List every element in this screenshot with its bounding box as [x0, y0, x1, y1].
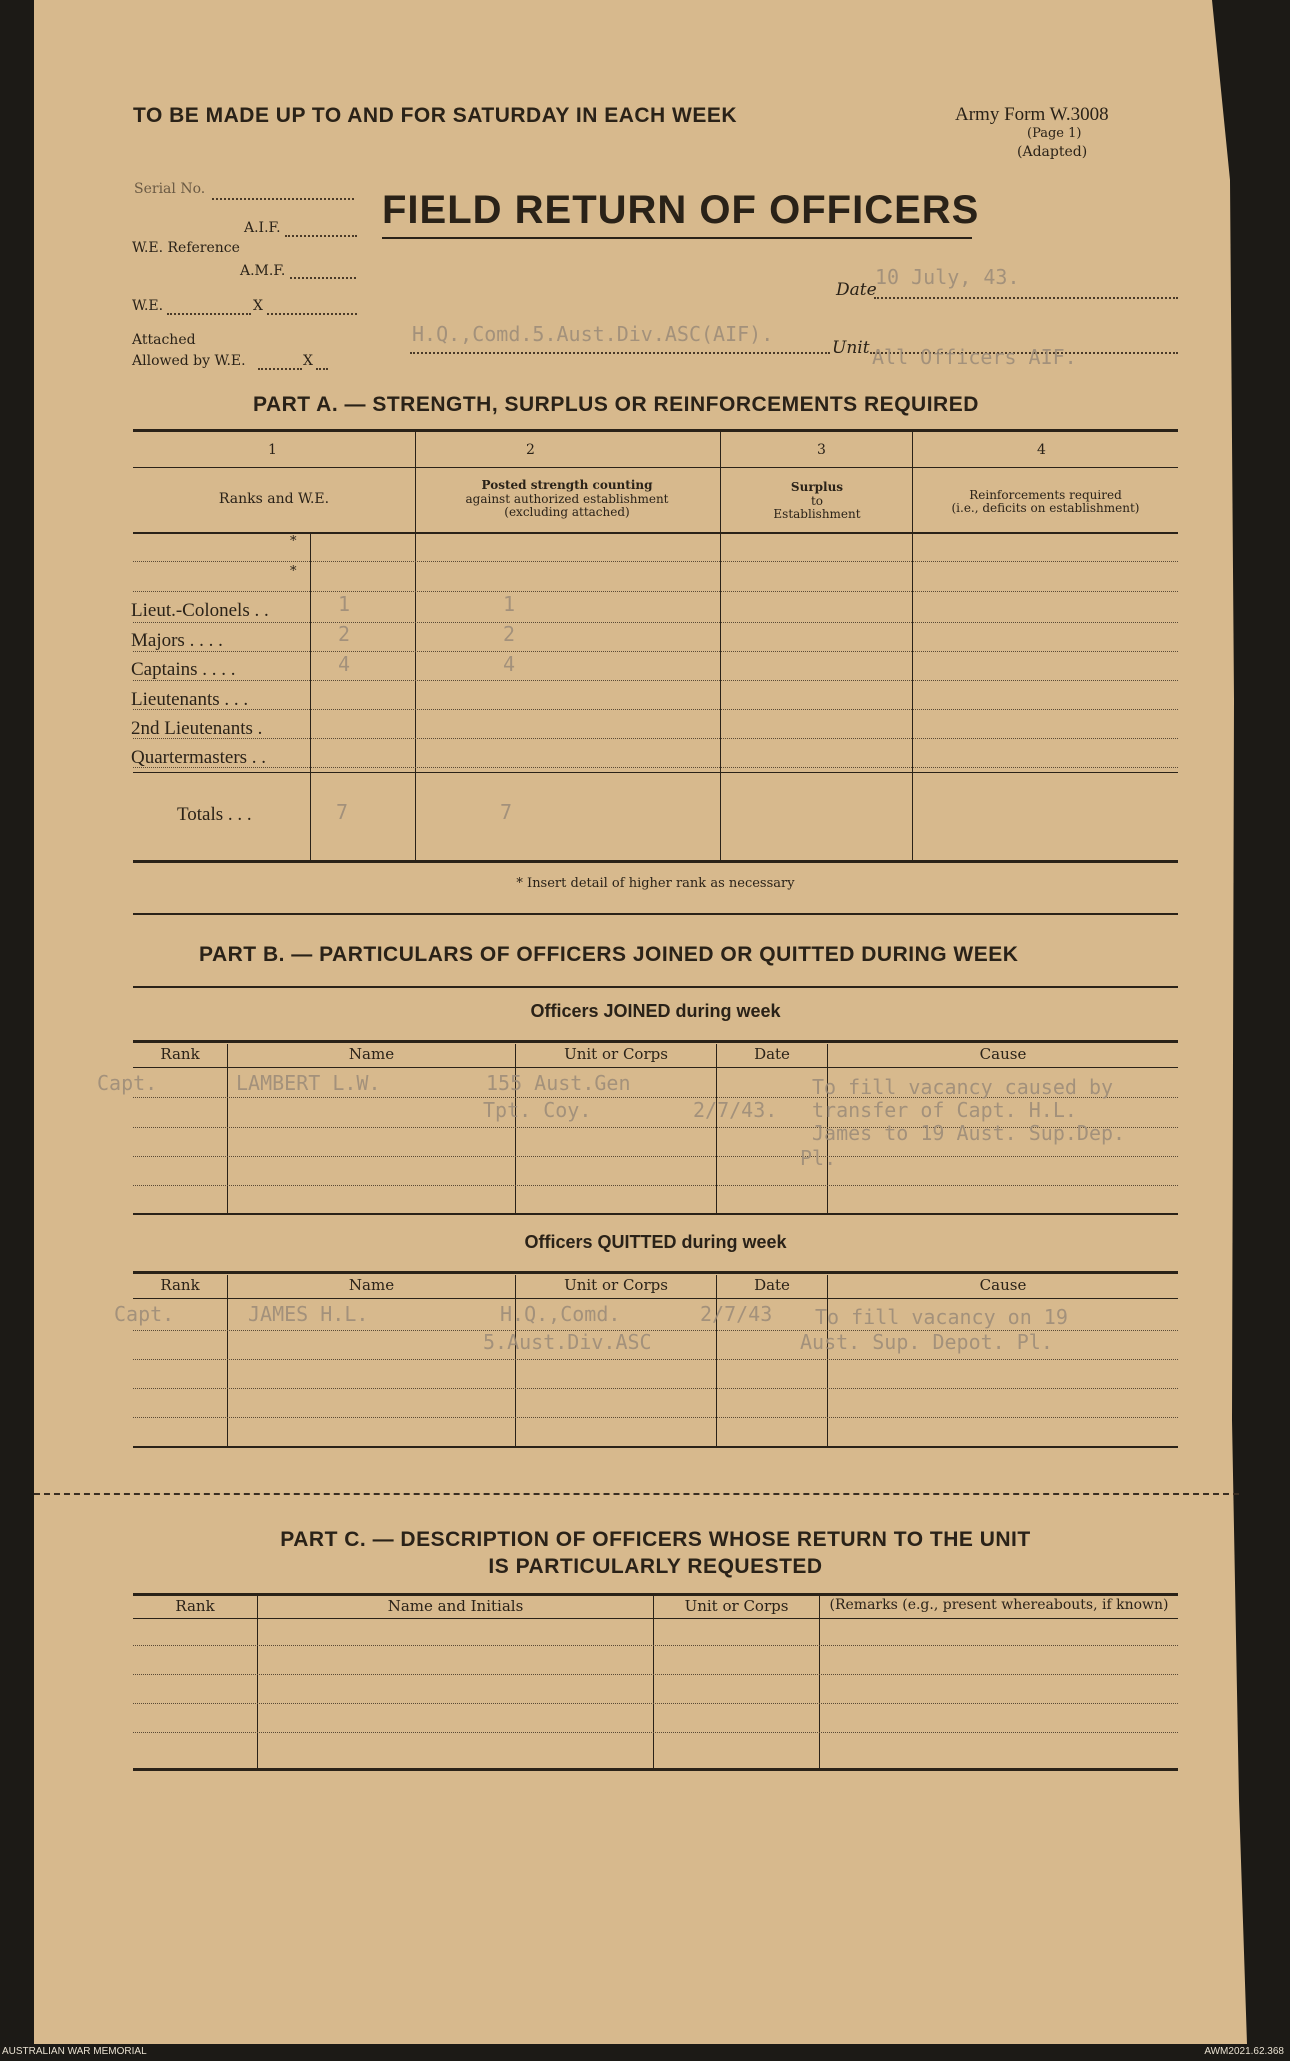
quitted-row-line: [133, 1388, 1178, 1389]
quitted-title: Officers QUITTED during week: [524, 1232, 787, 1252]
part-c-top-rule: [133, 1593, 1178, 1596]
quitted-name-header: Name: [348, 1276, 395, 1294]
amf-field: [290, 277, 356, 279]
part-a-bottom-rule: [133, 860, 1178, 863]
posted-majors: 2: [503, 622, 516, 646]
part-c-rank-header: Rank: [175, 1597, 215, 1615]
aif-field: [285, 235, 357, 237]
posted-captains: 4: [503, 652, 516, 676]
title-underline: [382, 237, 972, 239]
quitted-vline: [227, 1275, 228, 1447]
totals-we: 7: [336, 800, 349, 824]
we-field: [167, 313, 251, 315]
rank-majors: Majors . . . .: [131, 630, 223, 651]
quitted-rank-header: Rank: [160, 1276, 200, 1294]
form-paper: [34, 0, 1247, 2044]
joined-top-rule: [133, 1040, 1178, 1043]
joined-row-line: [133, 1185, 1178, 1186]
part-b-title: PART B. — PARTICULARS OF OFFICERS JOINED OR QUITTED DURING WEEK: [199, 943, 1019, 966]
joined-cause-2: transfer of Capt. H.L.: [812, 1098, 1077, 1122]
col-number-rule: [133, 467, 1178, 468]
col4-header-1: Reinforcements required: [969, 488, 1122, 502]
part-a-row-line: [133, 709, 1178, 710]
part-a-footnote: * Insert detail of higher rank as necessary: [516, 876, 795, 891]
rank-2nd-lieutenants: 2nd Lieutenants .: [131, 718, 263, 739]
col-number-4: 4: [1037, 442, 1046, 458]
serial-label: Serial No.: [134, 181, 206, 197]
part-c-row-line: [133, 1732, 1178, 1733]
part-c-row-line: [133, 1645, 1178, 1646]
part-c-vline: [257, 1596, 258, 1770]
joined-vline: [515, 1044, 516, 1214]
rank-lieutenants: Lieutenants . . .: [131, 689, 249, 710]
part-a-title: PART A. — STRENGTH, SURPLUS OR REINFORCEMENTS REQUIRED: [253, 393, 979, 416]
joined-unit-header: Unit or Corps: [564, 1045, 668, 1063]
part-a-vline-2: [720, 430, 721, 862]
quitted-unit-1: H.Q.,Comd.: [500, 1302, 621, 1326]
part-a-row-line: [133, 622, 1178, 623]
joined-rank-header: Rank: [160, 1045, 200, 1063]
unit-field-1: [410, 352, 830, 354]
rank-quartermasters: Quartermasters . .: [131, 747, 267, 768]
joined-header-rule: [133, 1067, 1178, 1068]
part-c-title-1: PART C. — DESCRIPTION OF OFFICERS WHOSE RETURN TO THE UNIT: [280, 1528, 1031, 1551]
date-field: [874, 297, 1178, 299]
joined-date-header: Date: [754, 1045, 790, 1063]
we-captains: 4: [338, 652, 351, 676]
allowed-x-field: [316, 368, 328, 370]
allowed-label: Allowed by W.E.: [132, 353, 246, 369]
joined-cause-header: Cause: [979, 1045, 1027, 1063]
part-a-vline-we: [310, 532, 311, 862]
unit-value-1: H.Q.,Comd.5.Aust.Div.ASC(AIF).: [412, 322, 774, 346]
higher-rank-star-1: *: [290, 534, 297, 549]
date-value: 10 July, 43.: [875, 265, 1020, 289]
allowed-field: [258, 368, 302, 370]
joined-cause-3: James to 19 Aust. Sup.Dep.: [812, 1121, 1126, 1145]
col1-header: Ranks and W.E.: [218, 491, 330, 507]
serial-field: [212, 198, 354, 200]
part-c-vline: [819, 1596, 820, 1770]
col3-header-3: Establishment: [773, 507, 861, 521]
col2-header-2: against authorized establishment: [465, 492, 669, 506]
footer-id: AWM2021.62.368: [1204, 2046, 1284, 2057]
quitted-unit-2: 5.Aust.Div.ASC: [483, 1330, 652, 1354]
quitted-unit-header: Unit or Corps: [564, 1276, 668, 1294]
part-a-row-line: [133, 561, 1178, 562]
we-majors: 2: [338, 622, 351, 646]
we-reference-label: W.E. Reference: [132, 240, 240, 256]
part-b-title-rule: [133, 986, 1178, 988]
quitted-date: 2/7/43: [700, 1302, 773, 1326]
joined-date: 2/7/43.: [693, 1098, 778, 1122]
totals-label: Totals . . .: [177, 804, 252, 825]
quitted-vline: [515, 1275, 516, 1447]
header-instruction: TO BE MADE UP TO AND FOR SATURDAY IN EACH WEEK: [133, 104, 738, 127]
perforation-line: [34, 1493, 1239, 1495]
part-a-vline-1: [415, 430, 416, 862]
col-number-1: 1: [268, 442, 277, 458]
aif-label: A.I.F.: [244, 220, 281, 236]
unit-label: Unit: [832, 338, 870, 358]
we-lieut-colonels: 1: [338, 592, 351, 616]
higher-rank-star-2: *: [290, 564, 297, 579]
quitted-top-rule: [133, 1271, 1178, 1274]
rank-lieut-colonels: Lieut.-Colonels . .: [131, 600, 269, 621]
quitted-rank: Capt.: [114, 1302, 175, 1326]
joined-title: Officers JOINED during week: [530, 1001, 781, 1021]
joined-cause-1: To fill vacancy caused by: [812, 1075, 1114, 1099]
form-number: Army Form W.3008: [955, 104, 1109, 125]
part-a-row-line: [133, 738, 1178, 739]
quitted-row-line: [133, 1417, 1178, 1418]
form-page: (Page 1): [1027, 126, 1082, 141]
quitted-row-line: [133, 1359, 1178, 1360]
page-title: FIELD RETURN OF OFFICERS: [382, 188, 980, 232]
joined-name-header: Name: [348, 1045, 395, 1063]
joined-unit-1: 155 Aust.Gen: [486, 1071, 631, 1095]
quitted-vline: [716, 1275, 717, 1447]
part-c-vline: [653, 1596, 654, 1770]
footer-source: AUSTRALIAN WAR MEMORIAL: [2, 2046, 147, 2057]
form-adapted: (Adapted): [1017, 144, 1088, 160]
totals-posted: 7: [500, 800, 513, 824]
quitted-vline: [827, 1275, 828, 1447]
quitted-bottom-rule: [133, 1446, 1178, 1448]
we-x-label: X: [253, 298, 263, 314]
part-a-row-line: [133, 680, 1178, 681]
part-c-unit-header: Unit or Corps: [684, 1597, 789, 1615]
joined-vline: [227, 1044, 228, 1214]
rank-captains: Captains . . . .: [131, 659, 236, 680]
quitted-cause-header: Cause: [979, 1276, 1027, 1294]
joined-name: LAMBERT L.W.: [236, 1071, 381, 1095]
quitted-name: JAMES H.L.: [248, 1302, 369, 1326]
we-x-field: [267, 313, 357, 315]
we-label: W.E.: [132, 298, 164, 314]
posted-lieut-colonels: 1: [503, 592, 516, 616]
joined-row-line: [133, 1156, 1178, 1157]
col4-header-2: (i.e., deficits on establishment): [951, 501, 1140, 515]
quitted-cause-2: Aust. Sup. Depot. Pl.: [800, 1330, 1053, 1354]
amf-label: A.M.F.: [240, 263, 286, 279]
part-c-bottom-rule: [133, 1768, 1178, 1771]
part-c-header-rule: [133, 1618, 1178, 1619]
part-a-footnote-rule: [133, 913, 1178, 915]
col2-header-1: Posted strength counting: [481, 478, 653, 492]
part-a-top-rule: [133, 429, 1178, 432]
part-c-row-line: [133, 1674, 1178, 1675]
col3-header-2: to: [810, 494, 824, 508]
col-number-2: 2: [526, 442, 535, 458]
allowed-x-label: X: [303, 353, 313, 369]
joined-unit-2: Tpt. Coy.: [483, 1098, 592, 1122]
col2-header-3: (excluding attached): [504, 505, 630, 519]
part-c-row-line: [133, 1703, 1178, 1704]
part-a-row-line: [133, 651, 1178, 652]
part-a-row-line: [133, 591, 1178, 592]
part-c-title-2: IS PARTICULARLY REQUESTED: [488, 1555, 823, 1578]
unit-value-2: All Officers AIF.: [872, 345, 1077, 369]
col3-header-1: Surplus: [790, 480, 844, 494]
col-number-3: 3: [817, 442, 826, 458]
date-label: Date: [836, 280, 877, 300]
quitted-date-header: Date: [754, 1276, 790, 1294]
part-a-totals-rule: [133, 772, 1178, 773]
quitted-header-rule: [133, 1298, 1178, 1299]
part-a-vline-3: [912, 430, 913, 862]
joined-vline: [716, 1044, 717, 1214]
part-c-remarks-header: (Remarks (e.g., present whereabouts, if known): [829, 1597, 1169, 1613]
part-a-row-line: [133, 767, 1178, 768]
part-c-name-header: Name and Initials: [387, 1597, 524, 1615]
joined-bottom-rule: [133, 1213, 1178, 1215]
quitted-cause-1: To fill vacancy on 19: [815, 1305, 1068, 1329]
joined-cause-4: Pl.: [800, 1146, 837, 1170]
attached-label: Attached: [132, 332, 196, 348]
joined-rank: Capt.: [97, 1071, 158, 1095]
